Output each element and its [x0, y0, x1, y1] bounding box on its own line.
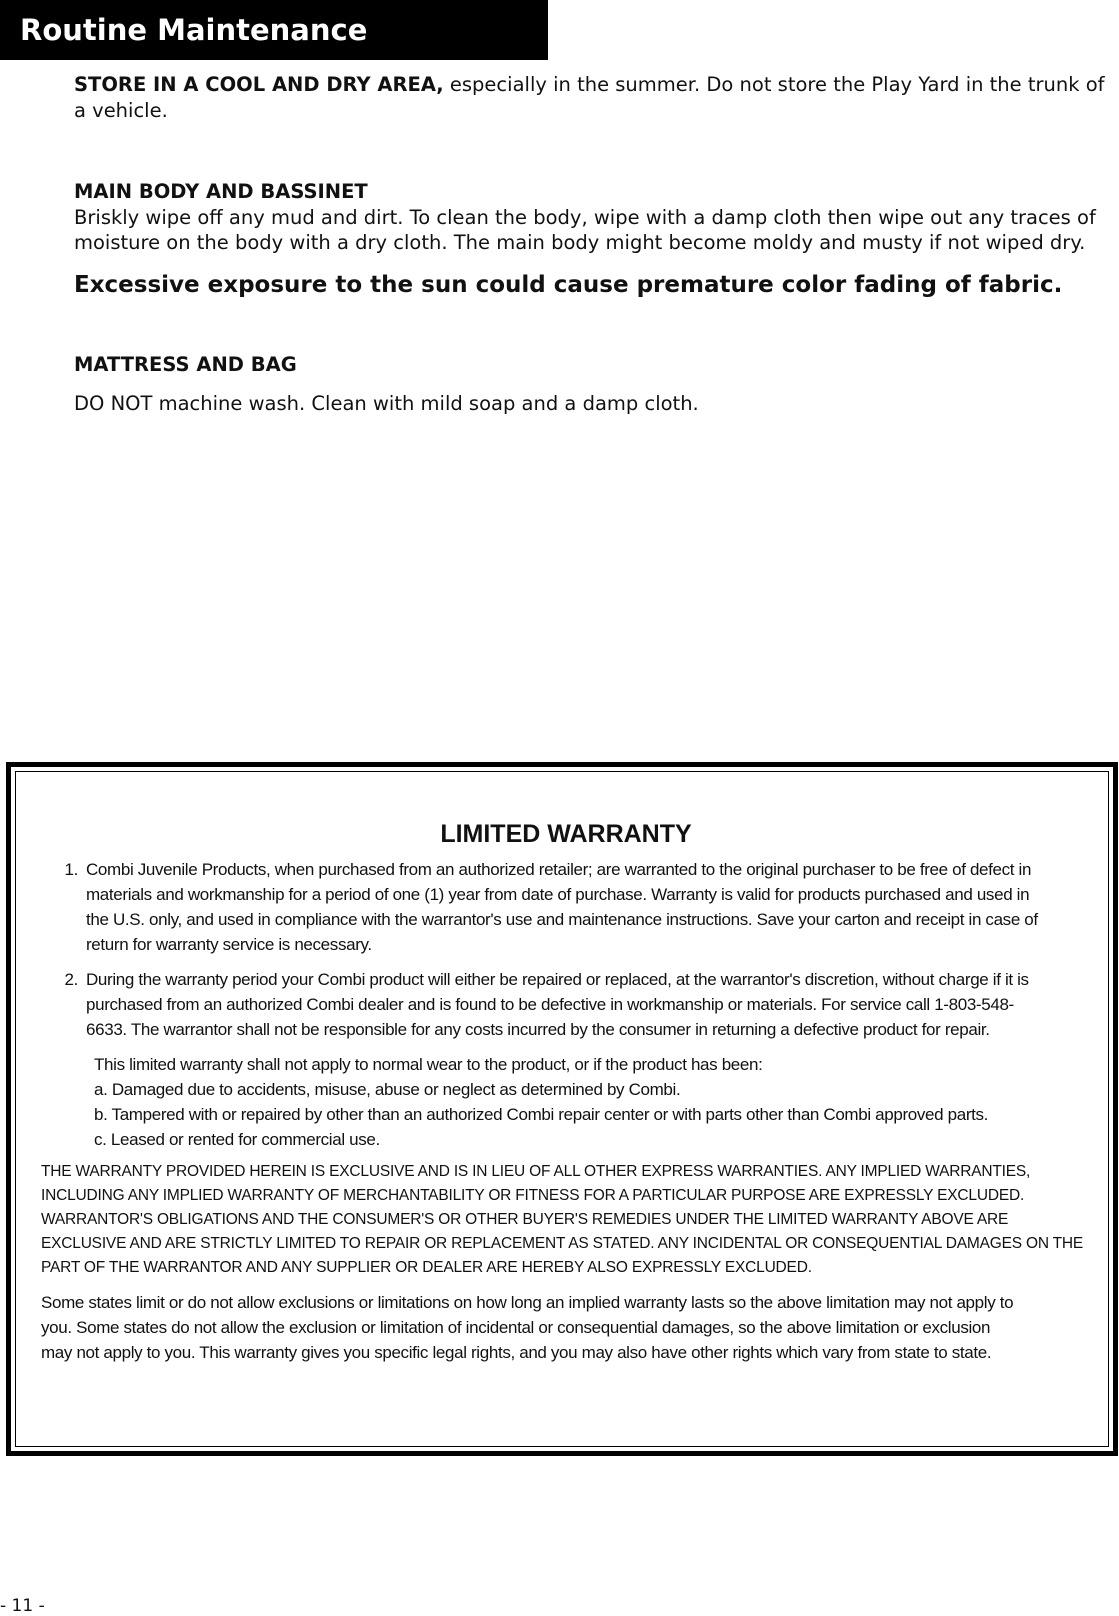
storage-instruction [74, 72, 1114, 123]
mattress-heading: MATTRESS AND BAG [74, 352, 297, 376]
page-number: - 11 - [0, 1596, 45, 1616]
warranty-item [41, 857, 1091, 957]
warranty-item-number: 2. [64, 970, 78, 989]
main-body-heading: MAIN BODY AND BASSINET [74, 180, 368, 203]
warranty-item [41, 967, 1091, 1042]
warranty-exclusions [94, 1052, 1091, 1152]
section-title: Routine Maintenance [20, 13, 368, 47]
warranty-content [41, 819, 1091, 1365]
maintenance-section [74, 72, 1114, 417]
exclusion-item: b. Tampered with or repaired by other than an authorized Combi repair center or with parts other than Combi approved parts. [94, 1105, 989, 1124]
warranty-title: LIMITED WARRANTY [440, 820, 692, 848]
warranty-box [6, 762, 1118, 1456]
warranty-item-text: During the warranty period your Combi product will either be repaired or replaced, at the warrantor's discretion, without charge if it is purchased from an authorized Combi dealer and is found to be defective in workmanship or materials. For service call 1-803-548-6633. The warrantor shall not be responsible for any costs incurred by the consumer in returning a defective product for repair. [86, 970, 1029, 1039]
exclusion-item: a. Damaged due to accidents, misuse, abuse or neglect as determined by Combi. [94, 1080, 681, 1099]
storage-instruction-bold: STORE IN A COOL AND DRY AREA, [74, 73, 444, 96]
warranty-item-text: Combi Juvenile Products, when purchased from an authorized retailer; are warranted to the original purchaser to be free of defect in materials and workmanship for a period of one (1) year from date of purchase. Warranty is valid for products purchased and used in the U.S. only, and used in compliance with the warrantor's use and maintenance instructions. Save your carton and receipt in case of return for warranty service is necessary. [86, 860, 1038, 954]
state-rights-notice: Some states limit or do not allow exclusions or limitations on how long an implied warranty lasts so the above limitation may not apply to you. Some states do not allow the exclusion or limitation of incidental or consequential damages, so the above limitation or exclusion may not apply to you. This warranty gives you specific legal rights, and you may also have other rights which vary from state to state. [41, 1293, 1014, 1362]
warranty-disclaimer: THE WARRANTY PROVIDED HEREIN IS EXCLUSIVE AND IS IN LIEU OF ALL OTHER EXPRESS WARRANTIES. ANY IMPLIED WARRANTIES, INCLUDING ANY IMPLIED WARRANTY OF MERCHANTABILITY OR FITNESS FOR A PARTICULAR PURPOSE ARE EXPRESSLY EXCLUDED. WARRANTOR'S OBLIGATIONS AND THE CONSUMER'S OR OTHER BUYER'S REMEDIES UNDER THE LIMITED WARRANTY ABOVE ARE EXCLUSIVE AND ARE STRICTLY LIMITED TO REPAIR OR REPLACEMENT AS STATED. ANY INCIDENTAL OR CONSEQUENTIAL DAMAGES ON THE PART OF THE WARRANTOR AND ANY SUPPLIER OR DEALER ARE HEREBY ALSO EXPRESSLY EXCLUDED. [41, 1163, 1084, 1276]
main-body-text: Briskly wipe off any mud and dirt. To clean the body, wipe with a damp cloth then wipe out any traces of moisture on the body with a dry cloth. The main body might become moldy and musty if not wiped dry. [74, 205, 1096, 254]
warranty-item-number: 1. [64, 860, 78, 879]
section-header [0, 0, 548, 60]
exclusions-intro: This limited warranty shall not apply to normal wear to the product, or if the product has been: [94, 1055, 763, 1074]
exclusion-item: c. Leased or rented for commercial use. [94, 1130, 380, 1149]
mattress-text: DO NOT machine wash. Clean with mild soap and a damp cloth. [74, 392, 699, 415]
sun-warning: Excessive exposure to the sun could cause premature color fading of fabric. [74, 271, 1063, 298]
storage-instruction-text: especially in the summer. Do not store the Play Yard in the trunk of a vehicle. [74, 73, 1105, 122]
